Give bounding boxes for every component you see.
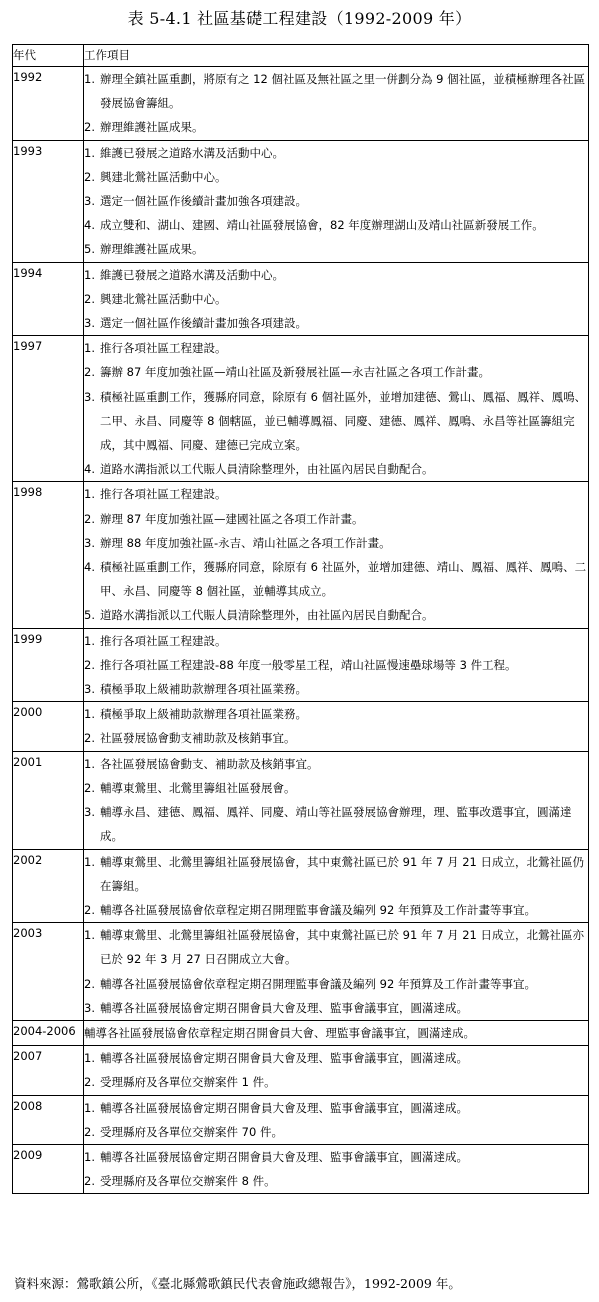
item-number: 3. bbox=[84, 194, 95, 209]
item-number: 2. bbox=[84, 780, 95, 795]
item-number: 3. bbox=[84, 389, 95, 404]
item-number: 2. bbox=[84, 657, 95, 672]
item-text: 輔導東鶯里、北鶯里籌組社區發展協會，其中東鶯社區已於 91 年 7 月 21 日成立，北鶯社區亦已於 92 年 3 月 27 日召開成立大會。 bbox=[100, 928, 585, 967]
work-item bbox=[84, 115, 588, 139]
items-cell bbox=[84, 1046, 589, 1095]
item-number: 3. bbox=[84, 535, 95, 550]
items-cell bbox=[84, 628, 589, 702]
item-number: 2. bbox=[84, 1174, 95, 1189]
item-text: 積極社區重劃工作，獲縣府同意，除原有 6 社區外，並增加建德、靖山、鳳福、鳳祥、鳳鳴、二甲、永昌、同慶等 8 個社區，並輔導其成立。 bbox=[100, 560, 587, 599]
work-item bbox=[84, 213, 588, 237]
item-number: 2. bbox=[84, 902, 95, 917]
work-item-list bbox=[84, 67, 588, 140]
year-cell: 2002 bbox=[13, 849, 84, 923]
work-item-list bbox=[84, 702, 588, 750]
work-item-list bbox=[84, 629, 588, 702]
work-item-list bbox=[84, 141, 588, 262]
item-text: 辦理維護社區成果。 bbox=[100, 120, 204, 135]
work-item bbox=[84, 629, 588, 653]
item-text: 辦理 87 年度加強社區—建國社區之各項工作計畫。 bbox=[100, 511, 364, 526]
item-text: 積極社區重劃工作，獲縣府同意，除原有 6 個社區外，並增加建德、鶯山、鳳福、鳳祥、鳳鳴、二甲、永昌、同慶等 8 個轄區，並已輔導鳳福、同慶、建德、鳳祥、鳳鳴、永昌等社區籌組完成，其中鳳福、同慶、建德已完成立案。 bbox=[100, 389, 587, 453]
items-cell bbox=[84, 1020, 589, 1045]
item-number: 2. bbox=[84, 731, 95, 746]
item-number: 2. bbox=[84, 1075, 95, 1090]
item-text: 推行各項社區工程建設。 bbox=[100, 341, 227, 356]
table-row bbox=[13, 628, 589, 702]
item-text: 輔導東鶯里、北鶯里籌組社區發展協會，其中東鶯社區已於 91 年 7 月 21 日成立，北鶯社區仍在籌組。 bbox=[100, 854, 585, 893]
item-text: 辦理維護社區成果。 bbox=[100, 242, 204, 257]
table-row bbox=[13, 1144, 589, 1193]
item-text: 興建北鶯社區活動中心。 bbox=[100, 169, 227, 184]
item-text: 輔導各社區發展協會定期召開會員大會及理、監事會議事宜，圓滿達成。 bbox=[100, 1149, 468, 1164]
item-text: 受理縣府及各單位交辦案件 8 件。 bbox=[100, 1174, 276, 1189]
work-item bbox=[84, 923, 588, 971]
header-items: 工作項目 bbox=[84, 45, 589, 67]
work-item bbox=[84, 165, 588, 189]
item-number: 2. bbox=[84, 1124, 95, 1139]
item-text: 推行各項社區工程建設。 bbox=[100, 633, 227, 648]
table-row bbox=[13, 923, 589, 1021]
work-item-list bbox=[84, 752, 588, 849]
item-number: 1. bbox=[84, 854, 95, 869]
item-number: 5. bbox=[84, 608, 95, 623]
work-item bbox=[84, 677, 588, 701]
table-row bbox=[13, 67, 589, 141]
work-item-list bbox=[84, 1096, 588, 1144]
item-text: 道路水溝指派以工代賑人員清除整理外，由社區內居民自動配合。 bbox=[100, 608, 434, 623]
items-cell bbox=[84, 67, 589, 141]
item-text: 輔導各社區發展協會依章程定期召開理監事會議及編列 92 年預算及工作計畫等事宜。 bbox=[100, 976, 536, 991]
item-number: 2. bbox=[84, 169, 95, 184]
work-item-list bbox=[84, 263, 588, 336]
construction-table bbox=[12, 44, 589, 1194]
item-number: 1. bbox=[84, 756, 95, 771]
header-year: 年代 bbox=[13, 45, 84, 67]
work-item-list bbox=[84, 482, 588, 627]
table-row bbox=[13, 702, 589, 751]
item-number: 1. bbox=[84, 341, 95, 356]
year-cell: 2008 bbox=[13, 1095, 84, 1144]
items-cell bbox=[84, 1144, 589, 1193]
work-item bbox=[84, 1120, 588, 1144]
item-text: 受理縣府及各單位交辦案件 1 件。 bbox=[100, 1075, 276, 1090]
item-text: 道路水溝指派以工代賑人員清除整理外，由社區內居民自動配合。 bbox=[100, 462, 434, 477]
table-row bbox=[13, 1046, 589, 1095]
item-number: 1. bbox=[84, 72, 95, 86]
item-number: 3. bbox=[84, 682, 95, 697]
item-text: 選定一個社區作後續計畫加強各項建設。 bbox=[100, 194, 307, 209]
work-item bbox=[84, 898, 588, 922]
work-item bbox=[84, 457, 588, 481]
work-item-list bbox=[84, 850, 588, 923]
item-number: 3. bbox=[84, 1000, 95, 1015]
item-number: 1. bbox=[84, 145, 95, 160]
work-item bbox=[84, 1046, 588, 1070]
item-text: 選定一個社區作後續計畫加強各項建設。 bbox=[100, 316, 307, 331]
item-number: 4. bbox=[84, 218, 95, 233]
work-item bbox=[84, 996, 588, 1020]
item-text: 輔導各社區發展協會定期召開會員大會及理、監事會議事宜，圓滿達成。 bbox=[100, 1100, 468, 1115]
work-item bbox=[84, 1070, 588, 1094]
items-cell bbox=[84, 140, 589, 262]
item-number: 3. bbox=[84, 805, 95, 820]
item-number: 2. bbox=[84, 365, 95, 380]
item-number: 4. bbox=[84, 560, 95, 575]
item-number: 2. bbox=[84, 511, 95, 526]
work-item bbox=[84, 850, 588, 898]
work-item bbox=[84, 385, 588, 458]
item-number: 2. bbox=[84, 120, 95, 135]
table-row bbox=[13, 849, 589, 923]
item-number: 2. bbox=[84, 976, 95, 991]
year-cell: 2001 bbox=[13, 751, 84, 849]
table-row bbox=[13, 1095, 589, 1144]
items-cell bbox=[84, 923, 589, 1021]
table-title: 表 5-4.1 社區基礎工程建設（1992-2009 年） bbox=[127, 9, 472, 28]
year-cell: 1999 bbox=[13, 628, 84, 702]
work-item bbox=[84, 311, 588, 335]
item-text: 推行各項社區工程建設。 bbox=[100, 487, 227, 502]
work-item bbox=[84, 800, 588, 848]
item-number: 1. bbox=[84, 1100, 95, 1115]
item-number: 3. bbox=[84, 316, 95, 331]
work-item-list bbox=[84, 336, 588, 481]
item-text: 輔導東鶯里、北鶯里籌組社區發展會。 bbox=[100, 780, 296, 795]
item-text: 輔導各社區發展協會定期召開會員大會及理、監事會議事宜，圓滿達成。 bbox=[100, 1051, 468, 1066]
item-text: 輔導各社區發展協會依章程定期召開理監事會議及編列 92 年預算及工作計畫等事宜。 bbox=[100, 902, 536, 917]
work-item bbox=[84, 555, 588, 603]
year-cell: 2007 bbox=[13, 1046, 84, 1095]
year-cell: 2004-2006 bbox=[13, 1020, 84, 1045]
items-cell bbox=[84, 262, 589, 336]
work-item bbox=[84, 287, 588, 311]
work-item bbox=[84, 237, 588, 261]
item-text: 成立雙和、湖山、建國、靖山社區發展協會，82 年度辦理湖山及靖山社區新發展工作。 bbox=[100, 218, 544, 233]
item-number: 1. bbox=[84, 633, 95, 648]
item-number: 1. bbox=[84, 1051, 95, 1066]
item-text: 維護已發展之道路水溝及活動中心。 bbox=[100, 267, 284, 282]
work-item-list bbox=[84, 1145, 588, 1193]
work-item bbox=[84, 702, 588, 726]
table-row bbox=[13, 262, 589, 336]
table-row bbox=[13, 482, 589, 628]
work-item bbox=[84, 360, 588, 384]
items-cell bbox=[84, 751, 589, 849]
table-row bbox=[13, 1020, 589, 1045]
item-text: 興建北鶯社區活動中心。 bbox=[100, 291, 227, 306]
item-number: 1. bbox=[84, 487, 95, 502]
item-text: 辦理 88 年度加強社區-永吉、靖山社區之各項工作計畫。 bbox=[100, 535, 391, 550]
item-text: 積極爭取上級補助款辦理各項社區業務。 bbox=[100, 707, 307, 722]
item-text: 社區發展協會動支補助款及核銷事宜。 bbox=[100, 731, 296, 746]
items-cell bbox=[84, 482, 589, 628]
table-row bbox=[13, 751, 589, 849]
table-row bbox=[13, 336, 589, 482]
item-text: 維護已發展之道路水溝及活動中心。 bbox=[100, 145, 284, 160]
item-text: 籌辦 87 年度加強社區—靖山社區及新發展社區—永吉社區之各項工作計畫。 bbox=[100, 365, 490, 380]
item-number: 1. bbox=[84, 928, 95, 943]
work-item bbox=[84, 972, 588, 996]
work-item bbox=[84, 653, 588, 677]
table-header-row bbox=[13, 45, 589, 67]
item-number: 5. bbox=[84, 242, 95, 257]
item-number: 1. bbox=[84, 707, 95, 722]
item-text: 積極爭取上級補助款辦理各項社區業務。 bbox=[100, 682, 307, 697]
work-item bbox=[84, 603, 588, 627]
year-cell: 1992 bbox=[13, 67, 84, 141]
item-text: 各社區發展協會動支、補助款及核銷事宜。 bbox=[100, 756, 319, 771]
item-number: 2. bbox=[84, 291, 95, 306]
item-text: 輔導各社區發展協會定期召開會員大會及理、監事會議事宜，圓滿達成。 bbox=[100, 1000, 468, 1015]
item-text: 輔導永昌、建德、鳳福、鳳祥、同慶、靖山等社區發展協會辦理，理、監事改選事宜，圓滿達成。 bbox=[100, 805, 572, 844]
work-item bbox=[84, 726, 588, 750]
work-item bbox=[84, 531, 588, 555]
work-item bbox=[84, 1096, 588, 1120]
work-item bbox=[84, 482, 588, 506]
items-cell bbox=[84, 702, 589, 751]
work-item bbox=[84, 67, 588, 115]
work-item bbox=[84, 141, 588, 165]
item-number: 1. bbox=[84, 267, 95, 282]
item-text: 輔導各社區發展協會依章程定期召開會員大會、理監事會議事宜，圓滿達成。 bbox=[84, 1025, 475, 1040]
work-item bbox=[84, 776, 588, 800]
table-row bbox=[13, 140, 589, 262]
work-item bbox=[84, 263, 588, 287]
item-number: 4. bbox=[84, 462, 95, 477]
work-item bbox=[84, 336, 588, 360]
items-cell bbox=[84, 1095, 589, 1144]
item-text: 推行各項社區工程建設-88 年度一般零星工程，靖山社區慢速壘球場等 3 件工程。 bbox=[100, 657, 517, 672]
work-item bbox=[84, 752, 588, 776]
year-cell: 1998 bbox=[13, 482, 84, 628]
work-item-list bbox=[84, 1046, 588, 1094]
source-note: 資料來源：鶯歌鎮公所，《臺北縣鶯歌鎮民代表會施政總報告》，1992-2009 年。 bbox=[14, 1276, 461, 1291]
year-cell: 1993 bbox=[13, 140, 84, 262]
work-item bbox=[84, 1169, 588, 1193]
items-cell bbox=[84, 336, 589, 482]
work-item bbox=[84, 507, 588, 531]
work-item bbox=[84, 189, 588, 213]
work-item bbox=[84, 1145, 588, 1169]
work-item-list bbox=[84, 923, 588, 1020]
year-cell: 1994 bbox=[13, 262, 84, 336]
item-number: 1. bbox=[84, 1149, 95, 1164]
year-cell: 2000 bbox=[13, 702, 84, 751]
item-text: 辦理全鎮社區重劃，將原有之 12 個社區及無社區之里一併劃分為 9 個社區，並積極辦理各社區發展協會籌組。 bbox=[100, 72, 586, 111]
year-cell: 1997 bbox=[13, 336, 84, 482]
year-cell: 2009 bbox=[13, 1144, 84, 1193]
items-cell bbox=[84, 849, 589, 923]
year-cell: 2003 bbox=[13, 923, 84, 1021]
item-text: 受理縣府及各單位交辦案件 70 件。 bbox=[100, 1124, 283, 1139]
table-body bbox=[13, 67, 589, 1194]
